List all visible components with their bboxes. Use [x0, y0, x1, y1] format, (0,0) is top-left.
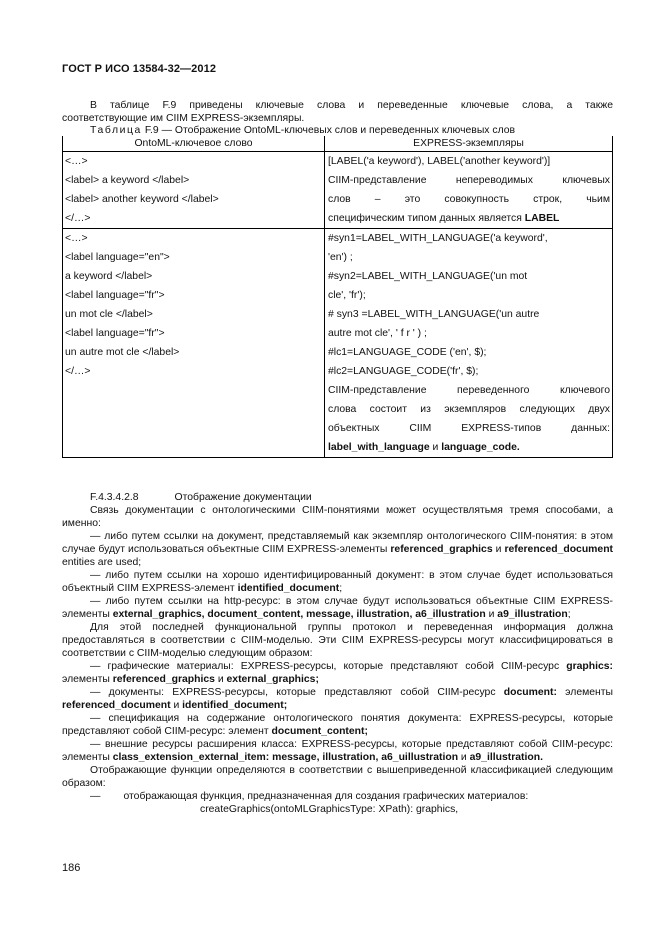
list-item-text: — спецификация на содержание онтологического понятия документа: EXPRESS-ресурсы, которые представляют собой CIIM-ресурс: элемент: [62, 713, 613, 737]
table-caption-text: F.9 — Отображение OntoML-ключевых слов и переведенных ключевых слов: [141, 125, 516, 136]
table-row: [63, 152, 613, 229]
entity-name: referenced_graphics: [390, 544, 493, 555]
express-cell: [325, 229, 613, 458]
intro-line-2: соответствующие им CIIM EXPRESS-экземпляры.: [62, 113, 305, 124]
paragraph: Для этой последней функциональной группы протокол и переведенная информация должна предоставляться в соответствии с CIIM-моделью. Эти CIIM EXPRESS-ресурсы могут классифицироваться в соответствии с CIIM-моделью следующим образом:: [62, 622, 613, 659]
list-item-text: — либо путем ссылки на документ, представляемый как экземпляр онтологического CIIM-понятия: в этом случае будут использоваться объектные CIIM EXPRESS-элементы: [62, 531, 613, 555]
function-signature: createGraphics(ontoMLGraphicsType: XPath): graphics,: [200, 804, 459, 815]
keyword-mapping-table: [62, 136, 613, 458]
list-item: [62, 712, 613, 738]
code-line: #lc1=LANGUAGE_CODE ('en', $);: [328, 347, 487, 358]
code-line: <label language="fr">: [65, 328, 165, 339]
code-line: autre mot cle', ' f r ' ) ;: [328, 328, 427, 339]
entity-name: document_content;: [271, 726, 368, 737]
list-item-text: ;: [567, 609, 571, 620]
list-item-text: ;: [339, 583, 343, 594]
list-item-text: — либо путем ссылки на http-ресурс: в этом случае будут использоваться объектные CIIM EXPRESS-элементы: [62, 596, 613, 620]
section-title: Отображение документации: [174, 492, 312, 503]
list-item: [62, 595, 613, 621]
code-line: #syn2=LABEL_WITH_LANGUAGE('un mot: [328, 271, 528, 282]
list-item: [62, 569, 613, 595]
column-header-express: EXPRESS-экземпляры: [325, 136, 613, 152]
table-caption-label: Таблица: [90, 125, 142, 136]
entity-name: referenced_graphics: [112, 674, 215, 685]
entity-name: graphics:: [566, 661, 613, 672]
ontoml-cell: [63, 152, 325, 229]
section-number: F.4.3.4.2.8: [90, 492, 139, 503]
code-line: <label language="en">: [65, 252, 170, 263]
list-item: [62, 686, 613, 712]
code-line: </…>: [65, 366, 91, 377]
list-item-text: и: [492, 544, 505, 555]
express-cell: [325, 152, 613, 229]
description-line: объектных CIIM EXPRESS-типов данных:: [328, 423, 610, 434]
list-item: [62, 530, 613, 569]
code-line: a keyword </label>: [65, 271, 153, 282]
document-header: ГОСТ Р ИСО 13584-32—2012: [62, 63, 217, 75]
description-line: [325, 209, 612, 228]
description-line: слова состоит из экземпляров следующих двух: [328, 404, 610, 415]
description-text: специфическим типом данных является: [328, 213, 525, 224]
code-line: <label> a keyword </label>: [65, 175, 190, 186]
table-header-row: [63, 136, 613, 152]
code-line: </…>: [65, 213, 91, 224]
type-name: LABEL: [524, 213, 560, 224]
list-item: — отображающая функция, предназначенная для создания графических материалов:: [90, 791, 529, 802]
ontoml-cell: [63, 229, 325, 458]
code-line: <…>: [65, 156, 88, 167]
section-heading: [62, 491, 613, 504]
column-header-ontoml: OntoML-ключевое слово: [63, 136, 325, 152]
description-line: [325, 438, 612, 457]
paragraph: Связь документации с онтологическими CIIM-понятиями может осуществлятьмя тремя способами, а именно:: [62, 505, 613, 529]
list-item-text: entities are used;: [62, 557, 142, 568]
list-item-text: и: [214, 674, 227, 685]
body-text: [62, 491, 613, 816]
entity-name: class_extension_external_item: message, illustration, a6_uillustration: [112, 752, 459, 763]
list-item-text: и: [170, 700, 183, 711]
description-line: CIIM-представление непереводимых ключевых: [328, 175, 610, 186]
list-item-text: — внешние ресурсы расширения класса: EXPRESS-ресурсы, которые представляют собой CIIM-ресурс: элементы: [62, 739, 613, 763]
code-line: # syn3 =LABEL_WITH_LANGUAGE('un autre: [328, 309, 540, 320]
code-line: <…>: [65, 233, 88, 244]
code-line: <label language="fr">: [65, 290, 165, 301]
code-line: un autre mot cle </label>: [65, 347, 180, 358]
list-item-text: — документы: EXPRESS-ресурсы, которые представляют собой CIIM-ресурс: [90, 687, 504, 698]
entity-name: referenced_document: [504, 544, 613, 555]
intro-line-1: В таблице F.9 приведены ключевые слова и переведенные ключевые слова, а также: [90, 100, 613, 111]
list-item-text: — либо путем ссылки на хорошо идентифицированный документ: в этом случае будет использоваться объектный CIIM EXPRESS-элемент: [62, 570, 613, 594]
list-item-text: и: [485, 609, 498, 620]
entity-name: document:: [503, 687, 557, 698]
description-line: CIIM-представление переведенного ключевого: [328, 385, 610, 396]
list-item-text: — графические материалы: EXPRESS-ресурсы, которые представляют собой CIIM-ресурс: [90, 661, 567, 672]
type-name: label_with_language: [328, 442, 430, 453]
entity-name: external_graphics, document_content, message, illustration, a6_illustration: [112, 609, 486, 620]
entity-name: referenced_document: [62, 700, 171, 711]
code-line: <label> another keyword </label>: [65, 194, 219, 205]
entity-name: a9_illustration: [497, 609, 568, 620]
list-item-text: и: [458, 752, 470, 763]
code-line: un mot cle </label>: [65, 309, 153, 320]
intro-paragraph: [62, 99, 613, 137]
code-line: [LABEL('a keyword'), LABEL('another keyword')]: [328, 156, 551, 167]
code-line: 'en') ;: [328, 252, 353, 263]
description-line: слов – это совокупность строк, чьим: [328, 194, 610, 205]
list-item-text: элементы: [556, 687, 613, 698]
code-line: cle', 'fr');: [328, 290, 366, 301]
entity-name: identified_document: [237, 583, 340, 594]
paragraph: Отображающие функции определяются в соответствии с вышеприведенной классификацией следующим образом:: [62, 765, 613, 789]
code-line: #lc2=LANGUAGE_CODE('fr', $);: [328, 366, 479, 377]
list-item: [62, 738, 613, 764]
table-row: [63, 229, 613, 458]
entity-name: identified_document;: [182, 700, 288, 711]
entity-name: a9_illustration.: [469, 752, 543, 763]
entity-name: external_graphics;: [226, 674, 319, 685]
page-number: 186: [62, 862, 81, 874]
code-line: #syn1=LABEL_WITH_LANGUAGE('a keyword',: [328, 233, 548, 244]
list-item: [62, 660, 613, 686]
list-item-text: элементы: [62, 674, 113, 685]
type-name: language_code.: [441, 442, 520, 453]
description-text: и: [429, 442, 442, 453]
